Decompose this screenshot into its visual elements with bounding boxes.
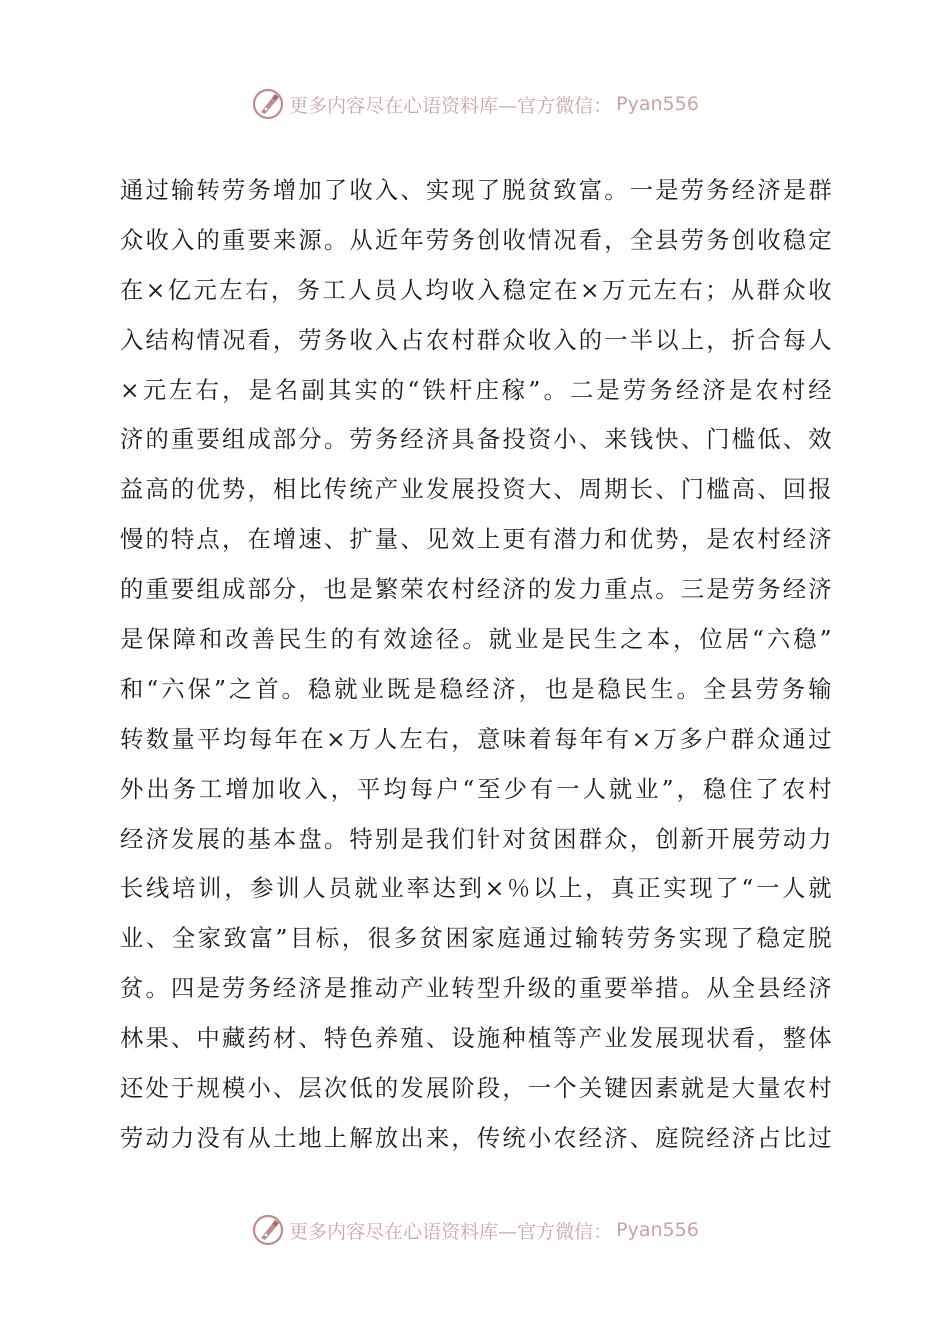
text-line: 通过输转劳务增加了收入、实现了脱贫致富。一是劳务经济是群: [120, 177, 832, 204]
text-line: 还处于规模小、层次低的发展阶段，一个关键因素就是大量农村: [120, 1075, 832, 1103]
text-line: 转数量平均每年在×万人左右，意味着每年有×万多户群众通过: [120, 725, 832, 753]
pen-nib-logo-icon: [251, 1213, 285, 1247]
text-line: 贫。四是劳务经济是推动产业转型升级的重要举措。从全县经济: [120, 975, 832, 1003]
footer-banner-handle: Pyan556: [616, 1219, 699, 1241]
header-banner: [0, 84, 950, 124]
text-line: 慢的特点，在增速、扩量、见效上更有潜力和优势，是农村经济: [120, 526, 832, 554]
text-line: 和“六保”之首。稳就业既是稳经济，也是稳民生。全县劳务输: [120, 675, 832, 703]
header-banner-handle: Pyan556: [616, 93, 699, 115]
text-line: 入结构情况看，劳务收入占农村群众收入的一半以上，折合每人: [120, 326, 832, 354]
text-line: 经济发展的基本盘。特别是我们针对贫困群众，创新开展劳动力: [120, 825, 832, 853]
pen-nib-logo-icon: [251, 87, 285, 121]
text-line: 的重要组成部分，也是繁荣农村经济的发力重点。三是劳务经济: [120, 576, 832, 604]
text-line: 业、全家致富”目标，很多贫困家庭通过输转劳务实现了稳定脱: [120, 925, 832, 953]
text-line: 林果、中藏药材、特色养殖、设施种植等产业发展现状看，整体: [120, 1025, 832, 1053]
text-line: ×元左右，是名副其实的“铁杆庄稼”。二是劳务经济是农村经: [120, 376, 832, 404]
footer-banner-text: 更多内容尽在心语资料库—官方微信：: [289, 1220, 613, 1243]
text-line: 众收入的重要来源。从近年劳务创收情况看，全县劳务创收稳定: [120, 226, 832, 254]
text-line: 在×亿元左右，务工人员人均收入稳定在×万元左右；从群众收: [120, 276, 832, 304]
body-text: [120, 166, 832, 1164]
text-line: 济的重要组成部分。劳务经济具备投资小、来钱快、门槛低、效: [120, 426, 832, 454]
text-line: 益高的优势，相比传统产业发展投资大、周期长、门槛高、回报: [120, 476, 832, 504]
text-line: 外出务工增加收入，平均每户“至少有一人就业”，稳住了农村: [120, 775, 832, 803]
text-line: 是保障和改善民生的有效途径。就业是民生之本，位居“六稳”: [120, 626, 832, 654]
text-line: 劳动力没有从土地上解放出来，传统小农经济、庭院经济占比过: [120, 1124, 832, 1152]
footer-banner: [0, 1210, 950, 1250]
text-line: 长线培训，参训人员就业率达到×％以上，真正实现了“一人就: [120, 875, 832, 903]
header-banner-text: 更多内容尽在心语资料库—官方微信：: [289, 94, 613, 117]
